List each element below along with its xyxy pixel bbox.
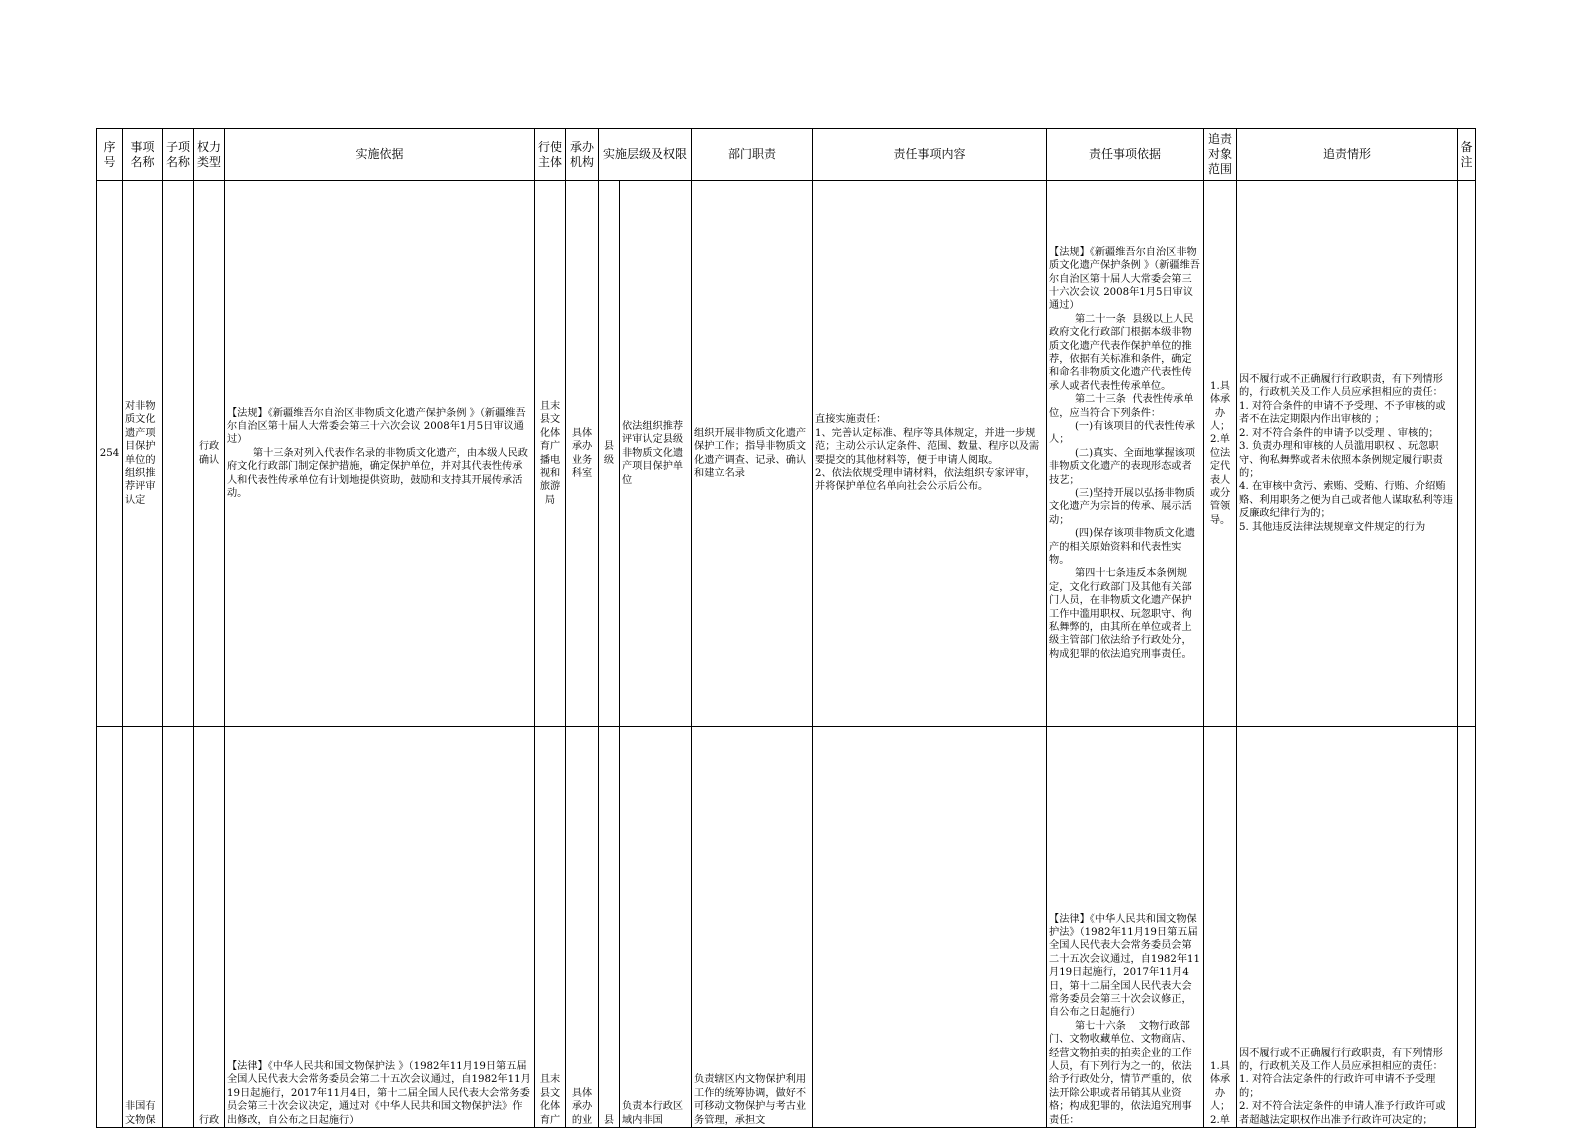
cell-sub-item <box>163 727 194 1128</box>
cell-item-name: 非国有文物保 <box>123 727 163 1128</box>
cell-agency: 具体承办的业 <box>566 727 599 1128</box>
header-item-name: 事项名称 <box>123 129 163 181</box>
cell-remark <box>1458 727 1476 1128</box>
cell-item-name: 对非物质文化遗产项目保护单位的组织推荐评审认定 <box>123 181 163 727</box>
cell-agency: 具体承办业务科室 <box>566 181 599 727</box>
table-row <box>97 727 1476 1128</box>
permission-table-sheet <box>96 128 1475 1126</box>
header-subject: 行使主体 <box>535 129 566 181</box>
cell-authority: 依法组织推荐评审认定县级非物质文化遗产项目保护单位 <box>620 181 692 727</box>
header-duty: 部门职责 <box>692 129 813 181</box>
cell-remark <box>1458 181 1476 727</box>
header-seq: 序号 <box>97 129 123 181</box>
cell-power-type: 行政 <box>194 727 225 1128</box>
cell-scope: 1.具体承办人；2.单 <box>1204 727 1237 1128</box>
cell-subject: 且末县文化体育广 <box>535 727 566 1128</box>
cell-scope: 1.具体承办人；2.单位法定代表人或分管领导。 <box>1204 181 1237 727</box>
header-level: 实施层级及权限 <box>599 129 692 181</box>
header-power-type: 权力类型 <box>194 129 225 181</box>
cell-level: 县级 <box>599 181 620 727</box>
cell-duty: 负责辖区内文物保护利用工作的统筹协调，做好不可移动文物保护与考古业务管理，承担文 <box>692 727 813 1128</box>
cell-level: 县 <box>599 727 620 1128</box>
cell-basis: 【法规】《新疆维吾尔自治区非物质文化遗产保护条例 》（新疆维吾尔自治区第十届人大常委会第三十六次会议 2008年1月5日审议通过） 第十三条对列入代表作名录的非物质文化遗产，由本级人民政府文化行政部门制定保护措施，确定保护单位，并对其代表性传承人和代表性传承单位有计划地提供资助，鼓励和支持其开展传承活动。 <box>225 181 535 727</box>
cell-cases: 因不履行或不正确履行行政职责，有下列情形的，行政机关及工作人员应承担相应的责任： 1. 对符合法定条件的行政许可申请不予受理的； 2. 对不符合法定条件的申请人准予行政许可或者超越法定职权作出准予行政许可决定的； <box>1237 727 1458 1128</box>
cell-power-type: 行政确认 <box>194 181 225 727</box>
permission-table <box>96 128 1476 1128</box>
header-agency: 承办机构 <box>566 129 599 181</box>
cell-seq <box>97 727 123 1128</box>
header-resp-basis: 责任事项依据 <box>1047 129 1204 181</box>
cell-resp-basis: 【法律】《中华人民共和国文物保护法》（1982年11月19日第五届全国人民代表大会常务委员会第二十五次会议通过，自1982年11月19日起施行，2017年11月4日，第十二届全国人民代表大会常务委员会第三十次会议修正，自公布之日起施行） 第七十六条 文物行政部门、文物收藏单位、文物商店、经营文物拍卖的拍卖企业的工作人员，有下列行为之一的，依法给予行政处分，情节严重的，依法开除公职或者吊销其从业资格；构成犯罪的，依法追究刑事责任： <box>1047 727 1204 1128</box>
cell-sub-item <box>163 181 194 727</box>
cell-cases: 因不履行或不正确履行行政职责，有下列情形的，行政机关及工作人员应承担相应的责任： 1. 对符合条件的申请不予受理、不予审核的或者不在法定期限内作出审核的 ； 2. 对不符合条件的申请予以受理 、审核的； 3. 负责办理和审核的人员滥用职权 、玩忽职守、徇私舞弊或者未依照本条例规定履行职责的； 4. 在审核中贪污、索贿、受贿、行贿、介绍贿赂、利用职务之便为自己或者他人谋取私利等违反廉政纪律行为的； 5. 其他违反法律法规规章文件规定的行为 <box>1237 181 1458 727</box>
cell-seq: 254 <box>97 181 123 727</box>
header-sub-item: 子项名称 <box>163 129 194 181</box>
header-remark: 备注 <box>1458 129 1476 181</box>
header-scope: 追责对象范围 <box>1204 129 1237 181</box>
cell-authority: 负责本行政区域内非国 <box>620 727 692 1128</box>
cell-resp-basis: 【法规】《新疆维吾尔自治区非物质文化遗产保护条例 》（新疆维吾尔自治区第十届人大常委会第三十六次会议 2008年1月5日审议通过） 第二十一条 县级以上人民政府文化行政部门根据本级非物质文化遗产代表作保护单位的推荐，依据有关标准和条件，确定和命名非物质文化遗产代表性传承人或者代表性传承单位。 第二十三条 代表性传承单位，应当符合下列条件： (一)有该项目的代表性传承人； (二)真实、全面地掌握该项非物质文化遗产的表现形态或者技艺； (三)坚持开展以弘扬非物质文化遗产为宗旨的传承、展示活动； (四)保存该项非物质文化遗产的相关原始资料和代表性实物。 第四十七条违反本条例规定，文化行政部门及其他有关部门人员，在非物质文化遗产保护工作中滥用职权、玩忽职守、徇私舞弊的，由其所在单位或者上级主管部门依法给予行政处分，构成犯罪的依法追究刑事责任。 <box>1047 181 1204 727</box>
header-resp-content: 责任事项内容 <box>813 129 1047 181</box>
cell-resp-content <box>813 727 1047 1128</box>
cell-basis: 【法律】《中华人民共和国文物保护法 》（1982年11月19日第五届全国人民代表大会常务委员会第二十五次会议通过，自1982年11月19日起施行，2017年11月4日，第十二届全国人民代表大会常务委员会第三十次会议决定，通过对《中华人民共和国文物保护法》作出修改，自公布之日起施行） <box>225 727 535 1128</box>
cell-duty: 组织开展非物质文化遗产保护工作；指导非物质文化遗产调查、记录、确认和建立名录 <box>692 181 813 727</box>
table-row <box>97 181 1476 727</box>
header-basis: 实施依据 <box>225 129 535 181</box>
header-row <box>97 129 1476 181</box>
cell-subject: 且末县文化体育广播电视和旅游局 <box>535 181 566 727</box>
cell-resp-content: 直接实施责任： 1、完善认定标准、程序等具体规定，并进一步规范；主动公示认定条件、范围、数量、程序以及需要提交的其他材料等，便于申请人阅取。 2、依法依规受理申请材料，依法组织专家评审，并将保护单位名单向社会公示后公布。 <box>813 181 1047 727</box>
header-cases: 追责情形 <box>1237 129 1458 181</box>
